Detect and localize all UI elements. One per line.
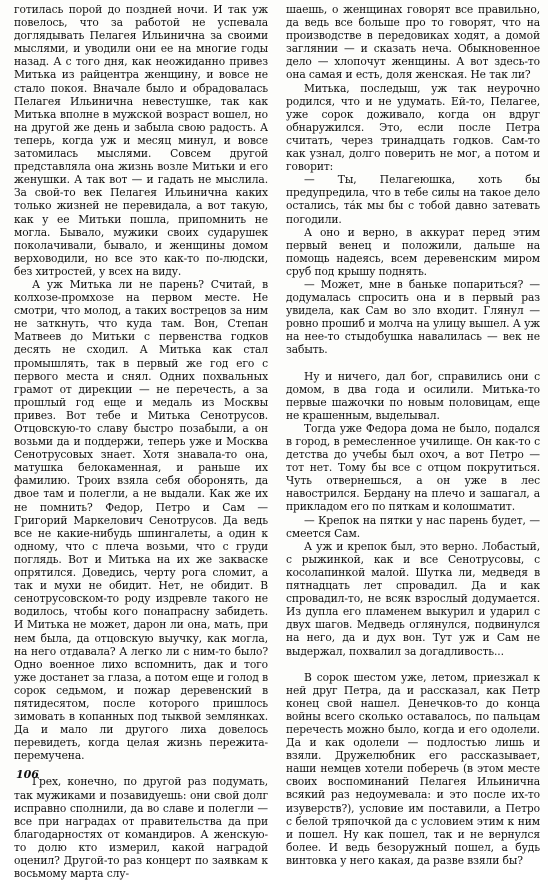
left-column bbox=[14, 3, 268, 880]
paragraph: — Может, мне в баньке попариться? — додумалась спросить она и в первый раз увидела, как Сам во зло входит. Глянул — ровно прошиб и молча на улицу вышел. А уж на нее-то стыдобушка навалилась — век не забыть. bbox=[286, 277, 540, 357]
paragraph: Тогда уже Федора дома не было, подался в город, в ремесленное училище. Он как-то с детства до учебы был охоч, а вот Петро — тот нет. Тому бы все с отцом покрутиться. Чуть отвернешься, а он уже в лес навострился. Бердану на плечо и зашагал, а прикладом его по пяткам и колошматит. bbox=[286, 421, 540, 514]
right-column bbox=[286, 3, 540, 867]
paragraph: Ну и ничего, дал бог, справились они с домом, в два года и осилили. Митька-то первые шажочки по новым половицам, еще не крашенным, выделывал. bbox=[286, 369, 540, 422]
paragraph: А оно и верно, в аккурат перед этим первый венец и положили, дальше на помощь надеясь, всем деревенским миром сруб под крышу поднять. bbox=[286, 225, 540, 278]
paragraph: А уж и крепок был, это верно. Лобастый, с рыжинкой, как и все Сенотрусовы, с косолапинкой малой. Шутка ли, медведя в пятнадцать лет спровадил. Да и как спровадил-то, не всяк взрослый додумается. Из дупла его пламенем выкурил и ударил с двух шагов. Медведь оглянулся, подвинулся на него, да и дух вон. Тут уж и Сам не выдержал, похвалил за догадливость... bbox=[286, 539, 540, 658]
page-number: 106 bbox=[16, 768, 39, 781]
paragraph: готилась порой до поздней ночи. И так уж повелось, что за работой не успевала доглядывать Пелагея Ильинична за своими мыслями, и уводили они ее на многие годы назад. А с того дня, как неожиданно привез Митька из райцентра женщину, и вовсе не стало покоя. Вначале было и обрадовалась Пелагея Ильинична невестушке, так как Митька вполне в мужской возраст вошел, но на другой же день и забыла свою радость. А теперь, когда уж и месяц минул, и вовсе затомилась мыслями. Совсем другой представляла она жизнь возле Митьки и его женушки. А так вот — и гадать не мыслила. За свой-то век Пелагея Ильинична каких только жизней не перевидала, а вот такую, как у ее Митьки пошла, припомнить не могла. Бывало, мужики своих сударушек поколачивали, бывало, и женщины домом верховодили, но все это как-то по-людски, без хитростей, у всех на виду. bbox=[14, 3, 268, 278]
paragraph: — Крепок на пятки у нас парень будет, — смеется Сам. bbox=[286, 513, 540, 540]
paragraph: — Ты, Пелагеюшка, хоть бы предупредила, что в тебе силы на такое дело остались, та́к мы бы с тобой давно затевать погодили. bbox=[286, 173, 540, 226]
paragraph: В сорок шестом уже, летом, приезжал к ней друг Петра, да и рассказал, как Петр конец свой нашел. Денечков-то до конца войны всего сколько оставалось, по пальцам перечесть можно было, когда и его одолели. Да и как одолели — подлостью лишь и взяли. Дружелюбник его рассказывает, наши немцев хотели поберечь (в этом месте своих воспоминаний Пелагея Ильинична всякий раз недоумевала: и это после их-то изуверств?), условие им поставили, а Петро с белой тряпочкой да с условием этим к ним и пошел. Ну как пошел, так и не вернулся более. И ведь безоружный пошел, а будь винтовка у него какая, да разве взяли бы? bbox=[286, 670, 540, 867]
paragraph: Грех, конечно, по другой раз подумать, так мужиками и позавидуешь: они свой долг исправно сполнили, да во славе и полегли — все при наградах от правительства да при благодарностях от командиров. А женскую-то долю кто измерил, какой наградой оценил? Другой-то раз концерт по заявкам к восьмому марта слу- bbox=[14, 775, 268, 880]
paragraph: А уж Митька ли не парень? Считай, в колхозе-промхозе на первом месте. Не смотри, что молод, а таких вострецов за ним не заткнуть, что куда там. Вон, Степан Матвеев до Митьки с первенства годков десять не сходил. А Митька как стал промышлять, так в первый же год его с первого места и снял. Одних похвальных грамот от дирекции — не перечесть, а за прошлый год еще и медаль из Москвы привез. Вот тебе и Митька Сенотрусов. Отцовскую-то славу быстро позабыли, а он возьми да и поддержи, теперь уже и Москва Сенотрусовых знает. Хотя знавала-то она, матушка белокаменная, и раньше их фамилию. Троих взяла себя оборонять, да двое там и полегли, а не выдали. Как же их не помнить? Федор, Петро и Сам — Григорий Маркелович Сенотрусов. Да ведь все не какие-нибудь шпингалеты, а один к одному, что с плеча возьми, что с груди поглядь. Вот и Митька на их же закваске опрятился. Доведись, черту рога сломит, а так и мухи не обидит. Нет, не обидит. В сенотрусовском-то роду издревле такого не водилось, чтобы кого понапрасну забидеть. И Митька не может, дарон ли она, мать, при нем была, да отцовскую выучку, как могла, на него отдавала? А легко ли с ним-то было? Одно военное лихо вспомнить, дак и того уже достанет за глаза, а потом еще и голод в сорок седьмом, и пожар деревенский в пятидесятом, после которого пришлось зимовать в копанных под тыквой землянках. Да и мало ли другого лиха довелось перевидеть, когда целая жизнь пережита-перемучена. bbox=[14, 277, 268, 763]
paragraph: шаешь, о женщинах говорят все правильно, да ведь все больше про то говорят, что на производстве в передовиках ходят, а домой заглянии — и сказать неча. Обыкновенное дело — хлопочут женщины. А вот здесь-то она самая и есть, доля женская. Не так ли? bbox=[286, 3, 540, 82]
paragraph: Митька, последыш, уж так неурочно родился, что и не удумать. Ей-то, Пелагее, уже сорок доживало, когда он вдруг обнаружился. Это, если после Петра считать, через тринадцать годков. Сам-то как узнал, долго поверить не мог, а потом и говорит: bbox=[286, 81, 540, 174]
